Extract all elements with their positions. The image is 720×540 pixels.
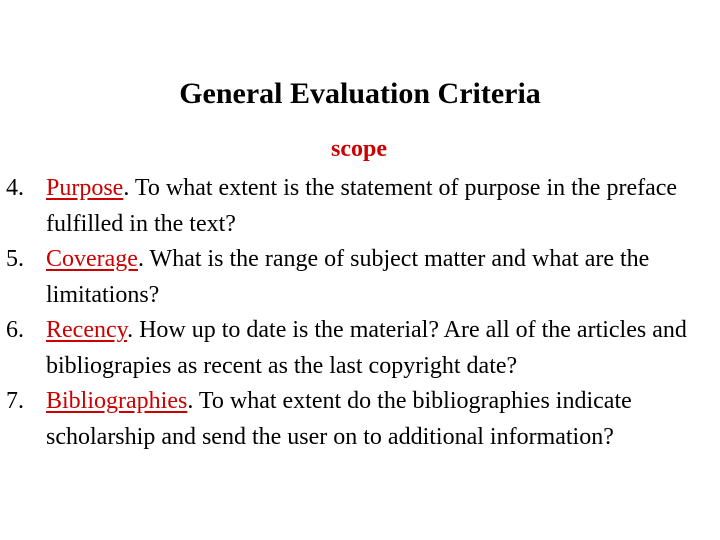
item-term-link[interactable]: Purpose	[46, 175, 124, 201]
item-number: 7.	[6, 388, 24, 414]
criteria-item-coverage	[0, 242, 720, 313]
item-text: . To what extent is the statement of purpose in the preface fulfilled in the text?	[46, 175, 678, 237]
criteria-item-recency	[0, 313, 720, 384]
criteria-item-purpose	[0, 171, 720, 242]
criteria-item-bibliographies	[0, 384, 720, 455]
item-text: . How up to date is the material? Are all of the articles and bibliograpies as recent as the last copyright date?	[46, 317, 687, 379]
item-text: . To what extent do the bibliographies indicate scholarship and send the user on to additional information?	[46, 388, 632, 450]
slide-subtitle: scope	[331, 136, 387, 162]
slide-title: General Evaluation Criteria	[179, 77, 541, 110]
criteria-list	[0, 171, 720, 455]
item-term-link[interactable]: Recency	[46, 317, 128, 343]
item-number: 5.	[6, 246, 24, 272]
item-term-link[interactable]: Bibliographies	[46, 388, 188, 414]
item-number: 4.	[6, 175, 24, 201]
item-number: 6.	[6, 317, 24, 343]
item-term-link[interactable]: Coverage	[46, 246, 138, 272]
item-text: . What is the range of subject matter and what are the limitations?	[46, 246, 650, 308]
